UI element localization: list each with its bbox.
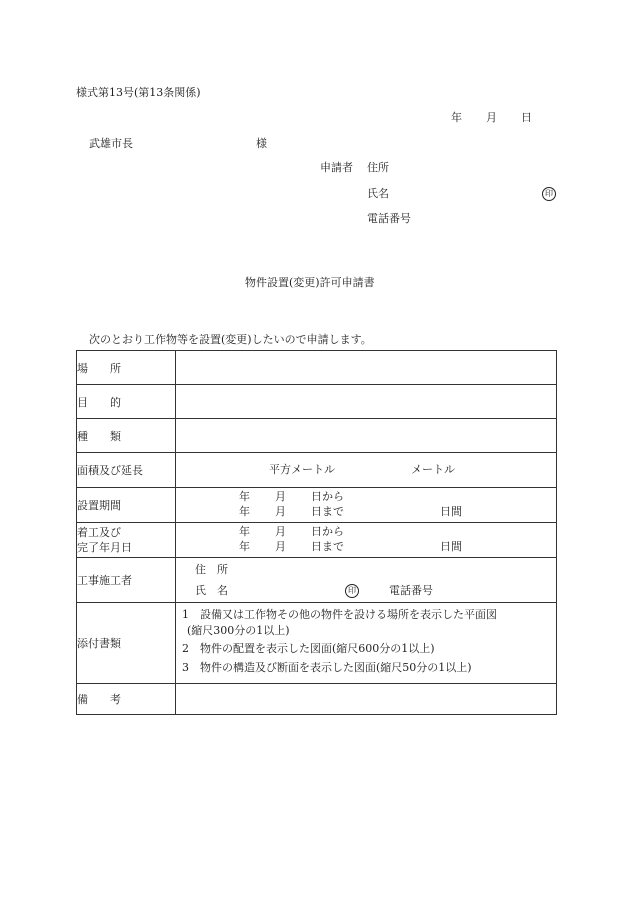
attachment-item-1: 1 設備又は工作物その他の物件を設ける場所を表示した平面図 xyxy=(182,608,497,621)
row-period xyxy=(77,488,557,523)
construction-to-year: 年 xyxy=(239,540,250,553)
contractor-field[interactable] xyxy=(176,558,557,603)
attachment-item-1-scale: (縮尺300分の1以上) xyxy=(187,624,290,637)
area-field[interactable] xyxy=(176,453,557,488)
period-from-day: 日から xyxy=(311,490,344,503)
attachments-field xyxy=(176,603,557,684)
application-table xyxy=(76,350,557,715)
date-year: 年 xyxy=(451,111,462,124)
contractor-address-label: 住 所 xyxy=(195,563,228,576)
purpose-field[interactable] xyxy=(176,385,557,419)
document-title: 物件設置(変更)許可申請書 xyxy=(245,276,375,289)
remarks-field[interactable] xyxy=(176,684,557,715)
period-days: 日間 xyxy=(440,505,462,518)
purpose-label: 目 的 xyxy=(77,385,176,419)
area-label: 面積及び延長 xyxy=(77,453,176,488)
row-kind xyxy=(77,419,557,453)
contractor-name-label: 氏 名 xyxy=(195,584,228,597)
row-contractor xyxy=(77,558,557,603)
applicant-name-label: 氏名 xyxy=(367,187,389,200)
row-area xyxy=(77,453,557,488)
row-place xyxy=(77,351,557,385)
period-from-month: 月 xyxy=(275,490,286,503)
row-construction xyxy=(77,523,557,558)
remarks-label: 備 考 xyxy=(77,684,176,715)
row-purpose xyxy=(77,385,557,419)
date-month: 月 xyxy=(486,111,497,124)
date-day: 日 xyxy=(521,111,532,124)
intro-text: 次のとおり工作物等を設置(変更)したいので申請します。 xyxy=(89,333,372,346)
construction-label-line2: 完了年月日 xyxy=(77,541,132,554)
period-from-year: 年 xyxy=(239,490,250,503)
period-field[interactable] xyxy=(176,488,557,523)
attachment-item-2: 2 物件の配置を表示した図面(縮尺600分の1以上) xyxy=(182,642,435,655)
construction-label-line1: 着工及び xyxy=(77,526,121,539)
form-number: 様式第13号(第13条関係) xyxy=(76,86,201,99)
place-label: 場 所 xyxy=(77,351,176,385)
construction-label xyxy=(77,523,176,558)
contractor-phone-label: 電話番号 xyxy=(389,584,433,597)
area-unit-meters: メートル xyxy=(411,463,455,476)
applicant-role: 申請者 xyxy=(320,161,353,174)
construction-days: 日間 xyxy=(440,540,462,553)
period-to-day: 日まで xyxy=(311,505,344,518)
kind-field[interactable] xyxy=(176,419,557,453)
contractor-seal: 印 xyxy=(345,584,359,598)
kind-label: 種 類 xyxy=(77,419,176,453)
applicant-seal: 印 xyxy=(542,187,556,201)
attachments-label: 添付書類 xyxy=(77,603,176,684)
period-to-year: 年 xyxy=(239,505,250,518)
attachment-item-3: 3 物件の構造及び断面を表示した図面(縮尺50分の1以上) xyxy=(182,661,472,674)
period-to-month: 月 xyxy=(275,505,286,518)
construction-to-day: 日まで xyxy=(311,540,344,553)
place-field[interactable] xyxy=(176,351,557,385)
row-attachments xyxy=(77,603,557,684)
row-remarks xyxy=(77,684,557,715)
area-unit-square-meters: 平方メートル xyxy=(269,463,335,476)
construction-from-day: 日から xyxy=(311,525,344,538)
construction-to-month: 月 xyxy=(275,540,286,553)
construction-field[interactable] xyxy=(176,523,557,558)
contractor-label: 工事施工者 xyxy=(77,558,176,603)
period-label: 設置期間 xyxy=(77,488,176,523)
honorific: 様 xyxy=(256,137,267,150)
applicant-address-label: 住所 xyxy=(367,161,389,174)
construction-from-month: 月 xyxy=(275,525,286,538)
applicant-phone-label: 電話番号 xyxy=(367,212,411,225)
construction-from-year: 年 xyxy=(239,525,250,538)
addressee: 武雄市長 xyxy=(89,137,133,150)
